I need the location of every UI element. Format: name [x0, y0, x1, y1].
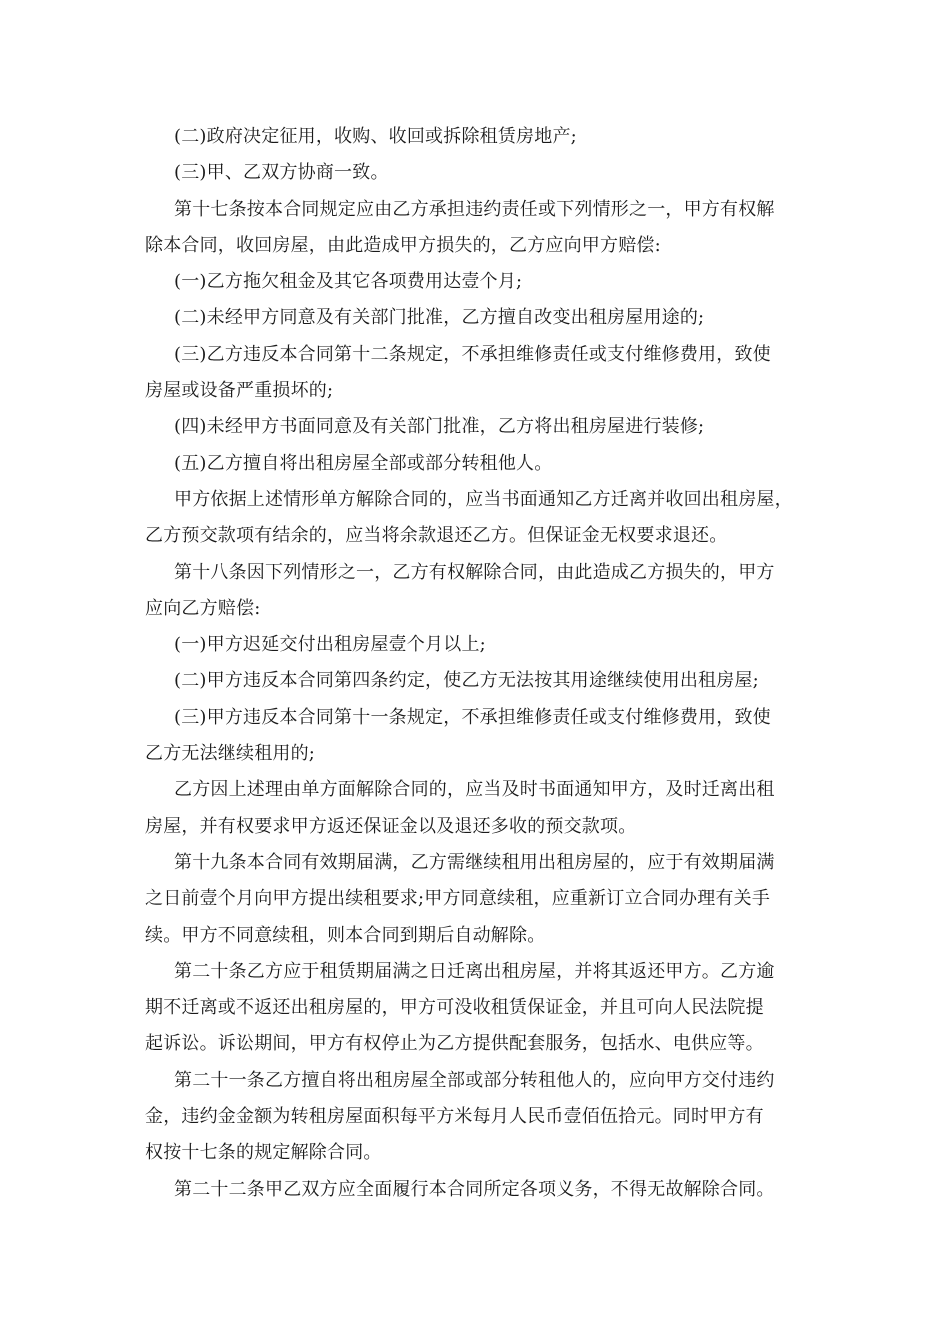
text-line: 起诉讼。诉讼期间，甲方有权停止为乙方提供配套服务，包括水、电供应等。: [145, 1033, 764, 1055]
text-line: 第二十二条甲乙双方应全面履行本合同所定各项义务，不得无故解除合同。: [174, 1178, 775, 1200]
contract-text: [145, 119, 815, 1208]
text-line: 除本合同，收回房屋，由此造成甲方损失的，乙方应向甲方赔偿:: [145, 234, 661, 256]
text-line: (一)乙方拖欠租金及其它各项费用达壹个月;: [174, 271, 523, 293]
text-line: 乙方无法继续租用的;: [145, 743, 316, 765]
text-line: 第十八条因下列情形之一，乙方有权解除合同，由此造成乙方损失的，甲方: [174, 561, 775, 583]
text-line: 期不迁离或不返还出租房屋的，甲方可没收租赁保证金，并且可向人民法院提: [145, 997, 764, 1019]
text-line: (三)甲、乙双方协商一致。: [174, 162, 389, 184]
text-line: (二)未经甲方同意及有关部门批准，乙方擅自改变出租房屋用途的;: [174, 307, 705, 329]
text-line: 房屋或设备严重损坏的;: [145, 380, 334, 402]
text-line: (五)乙方擅自将出租房屋全部或部分转租他人。: [174, 452, 553, 474]
text-line: 第二十一条乙方擅自将出租房屋全部或部分转租他人的，应向甲方交付违约: [174, 1069, 775, 1091]
text-line: 金，违约金金额为转租房屋面积每平方米每月人民币壹佰伍拾元。同时甲方有: [145, 1106, 764, 1128]
text-line: 续。甲方不同意续租，则本合同到期后自动解除。: [145, 924, 546, 946]
text-line: 第二十条乙方应于租赁期届满之日迁离出租房屋，并将其返还甲方。乙方逾: [174, 960, 775, 982]
text-line: 房屋，并有权要求甲方返还保证金以及退还多收的预交款项。: [145, 815, 637, 837]
text-line: (三)甲方违反本合同第十一条规定，不承担维修责任或支付维修费用，致使: [174, 706, 771, 728]
text-line: 第十九条本合同有效期届满，乙方需继续租用出租房屋的，应于有效期届满: [174, 851, 775, 873]
text-line: (三)乙方违反本合同第十二条规定，不承担维修责任或支付维修费用，致使: [174, 343, 771, 365]
text-line: 权按十七条的规定解除合同。: [145, 1142, 382, 1164]
text-line: 乙方预交款项有结余的，应当将余款退还乙方。但保证金无权要求退还。: [145, 525, 728, 547]
text-line: 甲方依据上述情形单方解除合同的，应当书面通知乙方迁离并收回出租房屋，: [174, 488, 793, 510]
text-line: (一)甲方迟延交付出租房屋壹个月以上;: [174, 634, 486, 656]
text-line: (四)未经甲方书面同意及有关部门批准，乙方将出租房屋进行装修;: [174, 416, 705, 438]
text-line: (二)政府决定征用，收购、收回或拆除租赁房地产;: [174, 126, 577, 147]
text-line: 第十七条按本合同规定应由乙方承担违约责任或下列情形之一，甲方有权解: [174, 198, 775, 220]
text-line: 之日前壹个月向甲方提出续租要求;甲方同意续租，应重新订立合同办理有关手: [145, 888, 771, 910]
text-line: (二)甲方违反本合同第四条约定，使乙方无法按其用途继续使用出租房屋;: [174, 670, 759, 692]
text-line: 乙方因上述理由单方面解除合同的，应当及时书面通知甲方，及时迁离出租: [174, 779, 775, 801]
text-line: 应向乙方赔偿:: [145, 597, 261, 619]
